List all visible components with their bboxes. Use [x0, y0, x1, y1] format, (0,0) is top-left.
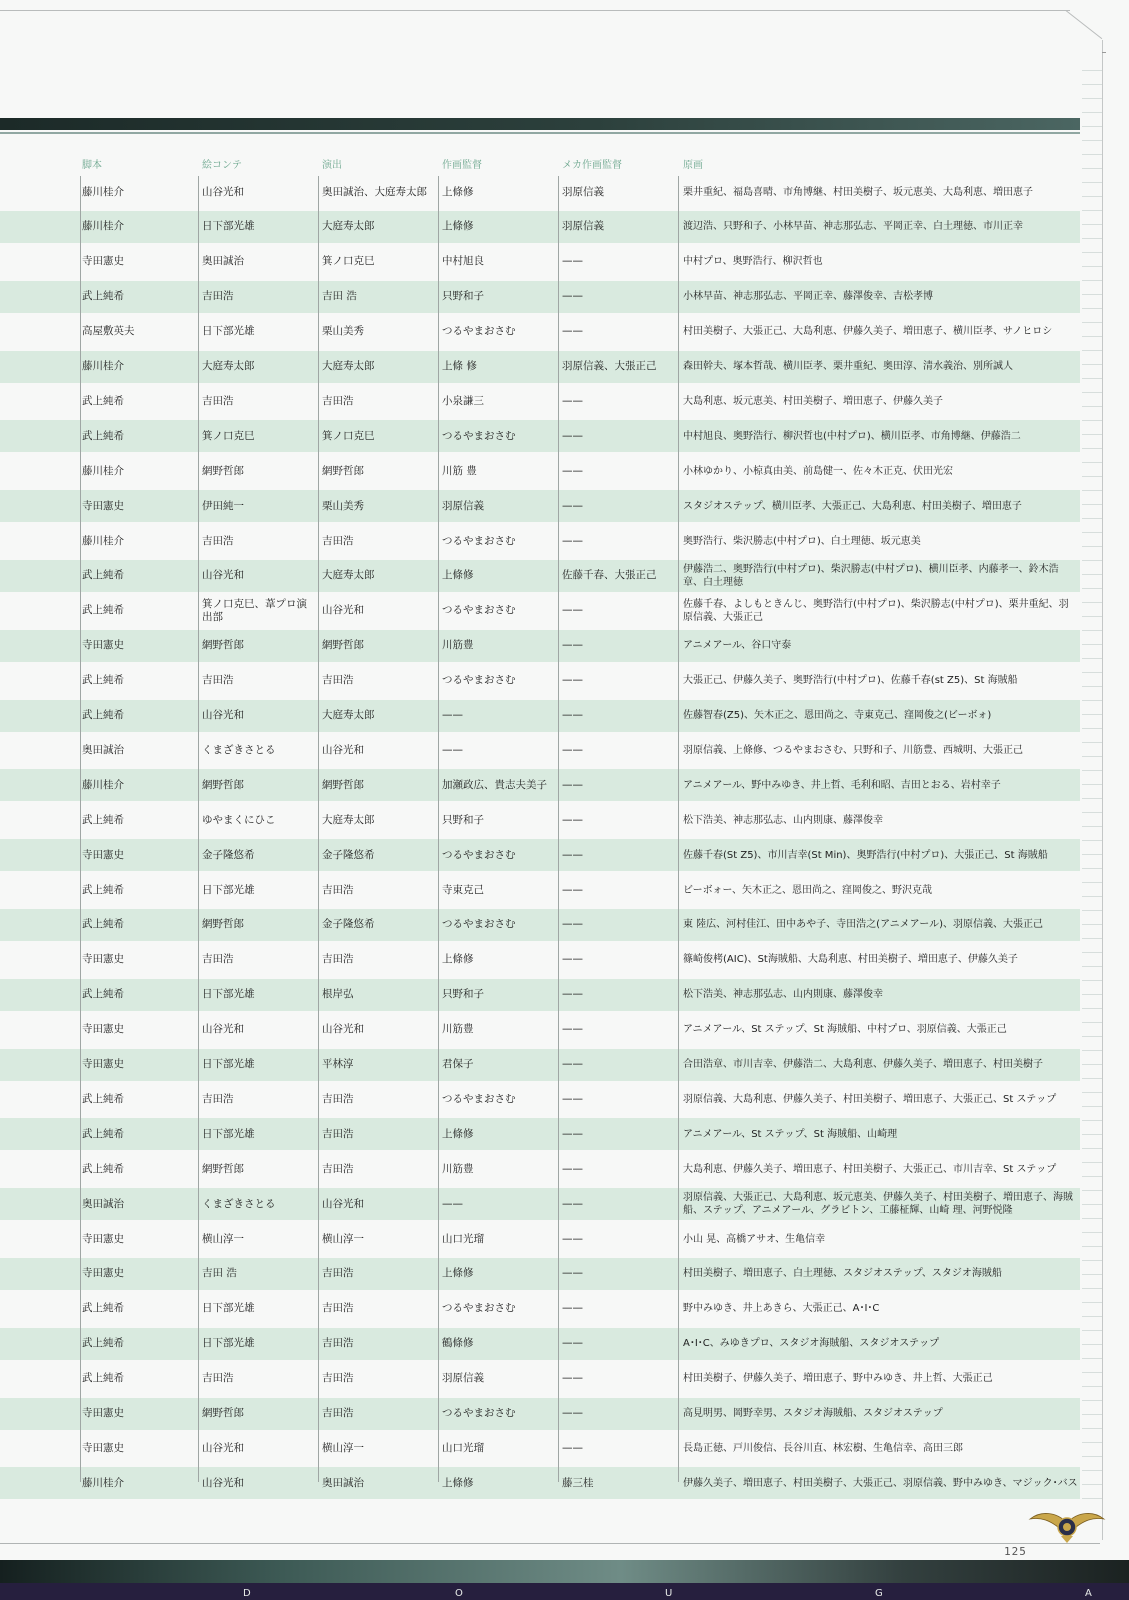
column-divider — [438, 176, 439, 1482]
cell-mecha-director: —— — [562, 743, 583, 756]
cell-key-animation: 羽原信義、大張正己、大島利恵、坂元恵美、伊藤久美子、村田美樹子、増田恵子、海賊船、ステップ、アニメアール、グラビトン、工藤柾輝、山崎 理、河野悦隆 — [683, 1192, 1073, 1217]
cell-key-animation: 村田美樹子、大張正己、大島利恵、伊藤久美子、増田恵子、横川臣孝、サノヒロシ — [683, 326, 1053, 338]
cell-script: 武上純希 — [82, 290, 124, 303]
cell-key-animation: 大島利恵、伊藤久美子、増田恵子、村田美樹子、大張正己、市川吉幸、St ステップ — [683, 1163, 1057, 1175]
cell-storyboard: 山谷光和 — [202, 1441, 244, 1454]
cell-key-animation: 渡辺浩、只野和子、小林早苗、神志那弘志、平岡正幸、白土理徳、市川正幸 — [683, 221, 1023, 233]
column-divider — [678, 176, 679, 1482]
cell-script: 藤川桂介 — [82, 778, 124, 791]
cell-animation-director: —— — [442, 743, 463, 756]
cell-direction: 吉田浩 — [322, 394, 354, 407]
cell-mecha-director: —— — [562, 325, 583, 338]
cell-animation-director: 上條修 — [442, 953, 474, 966]
cell-mecha-director: 羽原信義 — [562, 220, 604, 233]
table-row — [0, 385, 1080, 417]
table-row — [0, 281, 1080, 313]
cell-key-animation: A･I･C、みゆきプロ、スタジオ海賊船、スタジオステップ — [683, 1338, 940, 1350]
cell-key-animation: 小林早苗、神志那弘志、平岡正幸、藤澤俊幸、吉松孝博 — [683, 291, 933, 303]
cell-script: 寺田憲史 — [82, 639, 124, 652]
footer-letter: U — [665, 1588, 675, 1599]
cell-direction: 金子隆悠希 — [322, 918, 375, 931]
cell-key-animation: 羽原信義、大島利恵、伊藤久美子、村田美樹子、増田恵子、大張正己、St ステップ — [683, 1093, 1057, 1105]
footer-letter: O — [455, 1588, 465, 1599]
cell-mecha-director: —— — [562, 848, 583, 861]
cell-mecha-director: —— — [562, 1302, 583, 1315]
cell-storyboard: 山谷光和 — [202, 185, 244, 198]
cell-direction: 吉田浩 — [322, 1267, 354, 1280]
winged-emblem-icon — [1028, 1505, 1106, 1545]
cell-script: 武上純希 — [82, 569, 124, 582]
cell-animation-director: 上條修 — [442, 569, 474, 582]
table-row — [0, 595, 1080, 627]
cell-key-animation: 篠崎俊栲(AIC)、St海賊船、大島利恵、村田美樹子、増田恵子、伊藤久美子 — [683, 954, 1018, 966]
cell-direction: 箕ノ口克巳 — [322, 429, 375, 442]
cell-direction: 網野哲郎 — [322, 778, 364, 791]
cell-storyboard: ゆやまくにひこ — [202, 813, 276, 826]
cell-key-animation: スタジオステップ、横川臣孝、大張正己、大島利恵、村田美樹子、増田恵子 — [683, 500, 1022, 512]
cell-direction: 吉田浩 — [322, 1092, 354, 1105]
footer-band-strip — [0, 1583, 1129, 1600]
cell-key-animation: 栗井重紀、福島喜晴、市角博継、村田美樹子、坂元恵美、大島利恵、増田恵子 — [683, 186, 1033, 198]
table-row — [0, 665, 1080, 697]
cell-key-animation: 大島利恵、坂元恵美、村田美樹子、増田恵子、伊藤久美子 — [683, 395, 943, 407]
footer-line — [0, 1543, 1100, 1544]
cell-storyboard: 山谷光和 — [202, 1476, 244, 1489]
cell-animation-director: 川筋豊 — [442, 1023, 474, 1036]
frame-tick — [1102, 52, 1106, 53]
cell-storyboard: 吉田浩 — [202, 394, 234, 407]
cell-script: 藤川桂介 — [82, 360, 124, 372]
cell-key-animation: 奥野浩行、柴沢勝志(中村プロ)、白土理徳、坂元恵美 — [683, 535, 921, 547]
cell-mecha-director: —— — [562, 534, 583, 547]
cell-mecha-director: —— — [562, 918, 583, 931]
cell-mecha-director: —— — [562, 1023, 583, 1036]
cell-mecha-director: —— — [562, 709, 583, 721]
cell-key-animation: 森田幹夫、塚本哲哉、横川臣孝、栗井重紀、奥田淳、清水義治、別所誠人 — [683, 361, 1013, 372]
side-scale-decoration — [1082, 70, 1102, 1510]
cell-storyboard: 吉田浩 — [202, 534, 234, 547]
cell-animation-director: —— — [442, 1197, 463, 1210]
table-row — [0, 1014, 1080, 1046]
cell-storyboard: 吉田浩 — [202, 953, 234, 966]
cell-animation-director: つるやまおさむ — [442, 1302, 516, 1315]
cell-animation-director: つるやまおさむ — [442, 1407, 516, 1419]
cell-storyboard: 吉田浩 — [202, 1092, 234, 1105]
cell-direction: 吉田浩 — [322, 883, 354, 896]
cell-animation-director: つるやまおさむ — [442, 918, 516, 931]
cell-mecha-director: —— — [562, 1092, 583, 1105]
cell-direction: 吉田 浩 — [322, 290, 357, 303]
cell-key-animation: 小山 晃、高橋アサオ、生亀信幸 — [683, 1233, 826, 1245]
cell-key-animation: アニメアール、St ステップ、St 海賊船、山崎理 — [683, 1128, 898, 1140]
table-row — [0, 1223, 1080, 1255]
header-storyboard: 絵コンテ — [202, 160, 242, 171]
cell-script: 武上純希 — [82, 674, 124, 687]
cell-animation-director: つるやまおさむ — [442, 848, 516, 861]
cell-mecha-director: 羽原信義、大張正己 — [562, 360, 657, 372]
cell-mecha-director: —— — [562, 255, 583, 268]
cell-key-animation: 村田美樹子、伊藤久美子、増田恵子、野中みゆき、井上哲、大張正己 — [683, 1373, 993, 1385]
cell-direction: 大庭寿太郎 — [322, 360, 375, 372]
cell-mecha-director: —— — [562, 1197, 583, 1210]
cell-animation-director: 鶴條修 — [442, 1337, 474, 1350]
table-row — [0, 769, 1080, 801]
cell-animation-director: つるやまおさむ — [442, 429, 516, 442]
cell-mecha-director: —— — [562, 988, 583, 1001]
cell-script: 藤川桂介 — [82, 185, 124, 198]
table-row — [0, 246, 1080, 278]
cell-mecha-director: —— — [562, 1407, 583, 1419]
cell-script: 武上純希 — [82, 604, 124, 617]
cell-animation-director: つるやまおさむ — [442, 674, 516, 687]
cell-direction: 栗山美秀 — [322, 325, 364, 338]
cell-storyboard: 日下部光雄 — [202, 1337, 255, 1350]
column-divider — [318, 176, 319, 1482]
cell-script: 寺田憲史 — [82, 1232, 124, 1245]
cell-direction: 栗山美秀 — [322, 499, 364, 512]
cell-storyboard: 金子隆悠希 — [202, 848, 255, 861]
cell-script: 武上純希 — [82, 1372, 124, 1385]
cell-animation-director: 川筋 豊 — [442, 464, 477, 477]
cell-key-animation: 佐藤千春(St Z5)、市川吉幸(St Min)、奥野浩行(中村プロ)、大張正己、St 海賊船 — [683, 849, 1048, 861]
cell-animation-director: 小泉謙三 — [442, 394, 484, 407]
cell-script: 武上純希 — [82, 813, 124, 826]
cell-animation-director: 上條修 — [442, 220, 474, 233]
cell-animation-director: 只野和子 — [442, 988, 484, 1001]
cell-script: 武上純希 — [82, 883, 124, 896]
cell-storyboard: 横山淳一 — [202, 1232, 244, 1245]
cell-direction: 大庭寿太郎 — [322, 220, 375, 233]
cell-script: 寺田憲史 — [82, 499, 124, 512]
cell-mecha-director: —— — [562, 499, 583, 512]
cell-mecha-director: —— — [562, 604, 583, 617]
table-row — [0, 525, 1080, 557]
cell-mecha-director: —— — [562, 1162, 583, 1175]
cell-direction: 山谷光和 — [322, 604, 364, 617]
cell-direction: 網野哲郎 — [322, 464, 364, 477]
cell-storyboard: 日下部光雄 — [202, 1058, 255, 1070]
cell-key-animation: 長島正徳、戸川俊信、長谷川直、林宏樹、生亀信幸、高田三郎 — [683, 1442, 963, 1454]
cell-storyboard: 箕ノ口克巳 — [202, 429, 255, 442]
cell-script: 奥田誠治 — [82, 1197, 124, 1210]
table-row — [0, 1188, 1080, 1220]
cell-storyboard: 網野哲郎 — [202, 778, 244, 791]
cell-script: 武上純希 — [82, 394, 124, 407]
cell-key-animation: 松下浩美、神志那弘志、山内則康、藤澤俊幸 — [683, 989, 883, 1001]
frame-corner-line — [1065, 10, 1102, 39]
cell-direction: 網野哲郎 — [322, 639, 364, 652]
cell-animation-director: 羽原信義 — [442, 499, 484, 512]
cell-animation-director: つるやまおさむ — [442, 1092, 516, 1105]
table-row — [0, 630, 1080, 662]
cell-mecha-director: —— — [562, 1058, 583, 1070]
cell-storyboard: 吉田 浩 — [202, 1267, 237, 1280]
table-row — [0, 211, 1080, 243]
cell-key-animation: 合田浩章、市川吉幸、伊藤浩二、大島利恵、伊藤久美子、増田恵子、村田美樹子 — [683, 1059, 1043, 1070]
cell-animation-director: 君保子 — [442, 1058, 474, 1070]
cell-storyboard: 山谷光和 — [202, 1023, 244, 1036]
cell-storyboard: 日下部光雄 — [202, 988, 255, 1001]
table-row — [0, 560, 1080, 592]
cell-storyboard: 日下部光雄 — [202, 883, 255, 896]
column-divider — [80, 176, 81, 1482]
cell-script: 武上純希 — [82, 918, 124, 931]
table-row — [0, 351, 1080, 383]
cell-key-animation: 大張正己、伊藤久美子、奥野浩行(中村プロ)、佐藤千春(st Z5)、St 海賊船 — [683, 675, 1018, 687]
cell-script: 寺田憲史 — [82, 1267, 124, 1280]
table-row — [0, 1432, 1080, 1464]
cell-animation-director: 上條修 — [442, 1476, 474, 1489]
cell-key-animation: 小林ゆかり、小椋真由美、前島健一、佐々木正克、伏田光宏 — [683, 465, 953, 477]
cell-storyboard: 網野哲郎 — [202, 1407, 244, 1419]
cell-script: 寺田憲史 — [82, 953, 124, 966]
table-row — [0, 979, 1080, 1011]
table-row — [0, 1363, 1080, 1395]
cell-mecha-director: —— — [562, 290, 583, 303]
cell-storyboard: 奥田誠治 — [202, 255, 244, 268]
cell-animation-director: 川筋豊 — [442, 1162, 474, 1175]
cell-storyboard: 箕ノ口克巳、葦プロ演出部 — [202, 597, 307, 623]
cell-mecha-director: —— — [562, 674, 583, 687]
column-divider — [198, 176, 199, 1482]
table-row — [0, 420, 1080, 452]
cell-animation-director: 川筋豊 — [442, 639, 474, 652]
table-row — [0, 1049, 1080, 1081]
cell-script: 藤川桂介 — [82, 534, 124, 547]
cell-direction: 箕ノ口克巳 — [322, 255, 375, 268]
cell-key-animation: ビーボォー、矢木正之、恩田尚之、窪岡俊之、野沢克哉 — [683, 884, 932, 896]
cell-storyboard: 日下部光雄 — [202, 325, 255, 338]
footer-letter: D — [243, 1588, 253, 1599]
cell-script: 寺田憲史 — [82, 255, 124, 268]
cell-direction: 平林淳 — [322, 1058, 354, 1070]
cell-script: 寺田憲史 — [82, 1441, 124, 1454]
cell-direction: 吉田浩 — [322, 674, 354, 687]
cell-animation-director: 山口光瑠 — [442, 1232, 484, 1245]
cell-animation-director: 上條修 — [442, 1127, 474, 1140]
cell-mecha-director: —— — [562, 883, 583, 896]
cell-animation-director: 上條 修 — [442, 360, 477, 372]
cell-direction: 大庭寿太郎 — [322, 813, 375, 826]
page-number: 125 — [1004, 1545, 1027, 1558]
cell-mecha-director: 羽原信義 — [562, 185, 604, 198]
cell-mecha-director: —— — [562, 1441, 583, 1454]
cell-mecha-director: 藤三桂 — [562, 1476, 594, 1489]
cell-mecha-director: —— — [562, 1337, 583, 1350]
cell-script: 寺田憲史 — [82, 1407, 124, 1419]
frame-top-line — [0, 10, 1070, 11]
cell-storyboard: くまざきさとる — [202, 743, 276, 756]
cell-key-animation: 羽原信義、上條修、つるやまおさむ、只野和子、川筋豊、西城明、大張正己 — [683, 744, 1023, 756]
header-script: 脚本 — [82, 160, 102, 171]
table-row — [0, 1083, 1080, 1115]
cell-script: 武上純希 — [82, 988, 124, 1001]
table-row — [0, 176, 1080, 208]
cell-script: 寺田憲史 — [82, 848, 124, 861]
cell-storyboard: 山谷光和 — [202, 569, 244, 582]
cell-direction: 奥田誠治 — [322, 1476, 364, 1489]
cell-mecha-director: —— — [562, 429, 583, 442]
table-row — [0, 839, 1080, 871]
cell-direction: 金子隆悠希 — [322, 848, 375, 861]
cell-direction: 山谷光和 — [322, 1023, 364, 1036]
cell-key-animation: 高見明男、岡野幸男、スタジオ海賊船、スタジオステップ — [683, 1408, 943, 1419]
cell-key-animation: アニメアール、St ステップ、St 海賊船、中村プロ、羽原信義、大張正己 — [683, 1024, 1007, 1036]
cell-animation-director: 上條修 — [442, 1267, 474, 1280]
cell-direction: 根岸弘 — [322, 988, 354, 1001]
cell-key-animation: 野中みゆき、井上あきら、大張正己、A･I･C — [683, 1303, 880, 1315]
cell-script: 奥田誠治 — [82, 743, 124, 756]
cell-direction: 吉田浩 — [322, 1127, 354, 1140]
cell-script: 武上純希 — [82, 1092, 124, 1105]
cell-mecha-director: —— — [562, 464, 583, 477]
cell-animation-director: 加瀬政広、貴志夫美子 — [442, 778, 547, 791]
cell-script: 武上純希 — [82, 1337, 124, 1350]
cell-animation-director: 山口光瑠 — [442, 1441, 484, 1454]
cell-key-animation: 佐藤千春、よしもときんじ、奥野浩行(中村プロ)、柴沢勝志(中村プロ)、栗井重紀、羽原信義、大張正己 — [683, 598, 1069, 623]
cell-direction: 大庭寿太郎 — [322, 709, 375, 721]
cell-animation-director: 只野和子 — [442, 290, 484, 303]
cell-mecha-director: —— — [562, 1127, 583, 1140]
cell-key-animation: 中村旭良、奥野浩行、柳沢哲也(中村プロ)、横川臣孝、市角博継、伊藤浩二 — [683, 430, 1021, 442]
header-animation-director: 作画監督 — [442, 160, 482, 171]
cell-mecha-director: —— — [562, 813, 583, 826]
cell-mecha-director: 佐藤千春、大張正己 — [562, 569, 657, 582]
cell-mecha-director: —— — [562, 394, 583, 407]
cell-storyboard: 日下部光雄 — [202, 220, 255, 233]
cell-storyboard: 網野哲郎 — [202, 918, 244, 931]
table-row — [0, 1467, 1080, 1499]
cell-animation-director: つるやまおさむ — [442, 604, 516, 617]
cell-key-animation: 東 陸広、河村佳江、田中あや子、寺田浩之(アニメアール)、羽原信義、大張正己 — [683, 919, 1043, 931]
footer-letter: A — [1085, 1588, 1094, 1599]
cell-script: 高屋敷英夫 — [82, 325, 135, 338]
header-band — [0, 118, 1080, 130]
cell-mecha-director: —— — [562, 1267, 583, 1280]
table-row — [0, 1398, 1080, 1430]
cell-script: 藤川桂介 — [82, 464, 124, 477]
table-row — [0, 455, 1080, 487]
table-row — [0, 1293, 1080, 1325]
cell-animation-director: 羽原信義 — [442, 1372, 484, 1385]
cell-mecha-director: —— — [562, 1372, 583, 1385]
cell-storyboard: 伊田純一 — [202, 499, 244, 512]
cell-direction: 吉田浩 — [322, 1302, 354, 1315]
cell-direction: 吉田浩 — [322, 1162, 354, 1175]
header-direction: 演出 — [322, 160, 342, 171]
header-mecha-director: メカ作画監督 — [562, 160, 622, 171]
cell-storyboard: 山谷光和 — [202, 709, 244, 721]
cell-direction: 吉田浩 — [322, 1372, 354, 1385]
column-divider — [558, 176, 559, 1482]
table-row — [0, 700, 1080, 732]
cell-direction: 横山淳一 — [322, 1441, 364, 1454]
cell-storyboard: 吉田浩 — [202, 674, 234, 687]
header-band-underline — [0, 132, 1080, 134]
cell-storyboard: 日下部光雄 — [202, 1127, 255, 1140]
footer-letter: G — [875, 1588, 885, 1599]
cell-script: 寺田憲史 — [82, 1023, 124, 1036]
cell-script: 武上純希 — [82, 1127, 124, 1140]
cell-script: 藤川桂介 — [82, 1476, 124, 1489]
cell-direction: 大庭寿太郎 — [322, 569, 375, 582]
cell-direction: 吉田浩 — [322, 953, 354, 966]
cell-key-animation: 中村プロ、奥野浩行、柳沢哲也 — [683, 256, 823, 268]
cell-script: 武上純希 — [82, 1302, 124, 1315]
table-row — [0, 874, 1080, 906]
cell-script: 武上純希 — [82, 1162, 124, 1175]
cell-animation-director: 寺東克己 — [442, 883, 484, 896]
cell-animation-director: —— — [442, 709, 463, 721]
cell-key-animation: アニメアール、谷口守泰 — [683, 640, 792, 652]
cell-mecha-director: —— — [562, 953, 583, 966]
table-row — [0, 1258, 1080, 1290]
cell-script: 藤川桂介 — [82, 220, 124, 233]
cell-animation-director: つるやまおさむ — [442, 325, 516, 338]
cell-direction: 山谷光和 — [322, 1197, 364, 1210]
cell-direction: 奥田誠治、大庭寿太郎 — [322, 185, 427, 198]
table-row — [0, 1328, 1080, 1360]
table-header — [0, 152, 1080, 174]
cell-direction: 吉田浩 — [322, 1337, 354, 1350]
table-row — [0, 804, 1080, 836]
cell-script: 武上純希 — [82, 429, 124, 442]
cell-key-animation: 松下浩美、神志那弘志、山内則康、藤澤俊幸 — [683, 814, 883, 826]
cell-key-animation: 村田美樹子、増田恵子、白土理徳、スタジオステップ、スタジオ海賊船 — [683, 1268, 1002, 1280]
frame-right-line — [1102, 40, 1103, 1540]
table-row — [0, 1118, 1080, 1150]
table-row — [0, 909, 1080, 941]
cell-direction: 横山淳一 — [322, 1232, 364, 1245]
table-row — [0, 944, 1080, 976]
cell-direction: 吉田浩 — [322, 534, 354, 547]
cell-key-animation: 伊藤久美子、増田恵子、村田美樹子、大張正己、羽原信義、野中みゆき、マジック･バス — [683, 1477, 1078, 1489]
cell-key-animation: 佐藤智春(Z5)、矢木正之、恩田尚之、寺東克己、窪岡俊之(ビーボォ) — [683, 710, 992, 721]
cell-storyboard: くまざきさとる — [202, 1197, 276, 1210]
cell-animation-director: 只野和子 — [442, 813, 484, 826]
header-key-animation: 原画 — [683, 160, 703, 171]
cell-mecha-director: —— — [562, 778, 583, 791]
table-row — [0, 734, 1080, 766]
cell-storyboard: 吉田浩 — [202, 290, 234, 303]
cell-animation-director: 上條修 — [442, 185, 474, 198]
cell-direction: 吉田浩 — [322, 1407, 354, 1419]
cell-storyboard: 網野哲郎 — [202, 639, 244, 652]
cell-storyboard: 網野哲郎 — [202, 464, 244, 477]
table-row — [0, 490, 1080, 522]
cell-storyboard: 日下部光雄 — [202, 1302, 255, 1315]
table-row — [0, 1153, 1080, 1185]
cell-storyboard: 吉田浩 — [202, 1372, 234, 1385]
cell-key-animation: 伊藤浩二、奥野浩行(中村プロ)、柴沢勝志(中村プロ)、横川臣孝、内藤孝一、鈴木浩章、白土理徳 — [683, 563, 1059, 588]
cell-script: 寺田憲史 — [82, 1058, 124, 1070]
cell-script: 武上純希 — [82, 709, 124, 721]
cell-key-animation: アニメアール、野中みゆき、井上哲、毛利和昭、吉田とおる、岩村幸子 — [683, 779, 1001, 791]
cell-direction: 山谷光和 — [322, 743, 364, 756]
table-row — [0, 316, 1080, 348]
cell-storyboard: 大庭寿太郎 — [202, 360, 255, 372]
cell-animation-director: つるやまおさむ — [442, 534, 516, 547]
cell-storyboard: 網野哲郎 — [202, 1162, 244, 1175]
cell-mecha-director: —— — [562, 1232, 583, 1245]
cell-mecha-director: —— — [562, 639, 583, 652]
cell-animation-director: 中村旭良 — [442, 255, 484, 268]
